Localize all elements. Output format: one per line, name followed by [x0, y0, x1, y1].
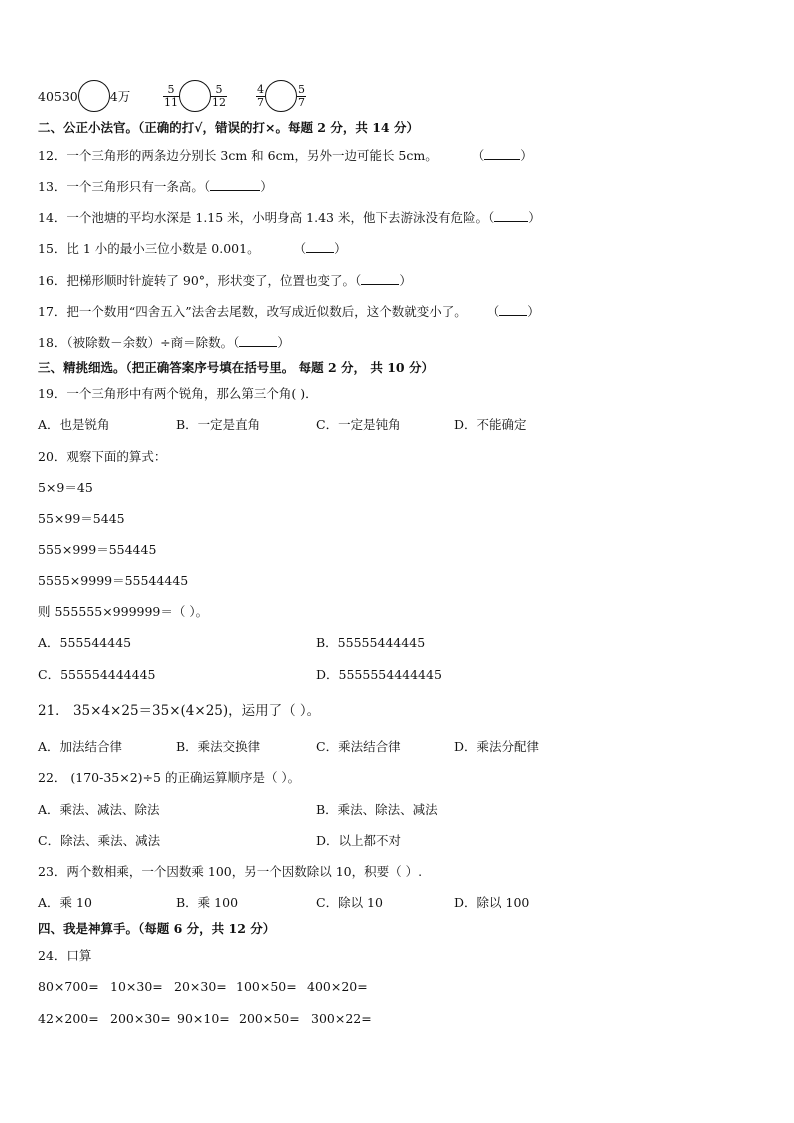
option-b[interactable]: B．乘法交换律 [176, 739, 261, 754]
option-a[interactable]: A．555544445 [38, 635, 132, 650]
option-d[interactable]: D．除以 100 [454, 895, 530, 910]
question-23-stem: 23．两个数相乘，一个因数乘 100，另一个因数除以 10，积要（ ）. [38, 864, 423, 879]
option-a[interactable]: A．乘 10 [38, 895, 92, 910]
mental-math-item: 200×30= [110, 1011, 171, 1026]
mental-math-item: 300×22= [311, 1011, 372, 1026]
option-c[interactable]: C．一定是钝角 [316, 417, 401, 432]
fraction [211, 84, 227, 109]
paren: （ [355, 273, 362, 288]
fraction [256, 84, 265, 109]
answer-blank[interactable] [239, 334, 277, 347]
paren: ） [528, 210, 541, 225]
question-20-stem: 20．观察下面的算式： [38, 449, 167, 464]
numerator: 4 [257, 82, 264, 96]
mental-math-item: 20×30= [174, 979, 227, 994]
paren: ） [399, 273, 412, 288]
compare-circle[interactable] [179, 80, 211, 112]
equation-line: 5555×9999＝55544445 [38, 573, 189, 588]
question-17 [38, 303, 540, 320]
compare-item-2 [163, 80, 227, 112]
section-heading-4: 四、我是神算手。（每题 6 分，共 12 分） [38, 921, 276, 936]
paren: （ [203, 179, 211, 194]
option-d[interactable]: D．乘法分配律 [454, 739, 540, 754]
option-b[interactable]: B．一定是直角 [176, 417, 261, 432]
option-b[interactable]: B．乘 100 [176, 895, 239, 910]
question-text: 18．（被除数－余数）÷商＝除数。 [38, 335, 234, 350]
mental-math-item: 10×30= [110, 979, 163, 994]
question-12 [38, 147, 533, 164]
answer-blank[interactable] [499, 303, 527, 316]
question-text: 13．一个三角形只有一条高。 [38, 179, 204, 194]
paren: （ [233, 335, 240, 350]
question-15 [38, 240, 347, 257]
equation-line: 5×9＝45 [38, 480, 93, 495]
compare-left: 40530 [38, 88, 78, 104]
compare-item-3 [256, 80, 306, 112]
question-21-stem: 21． 35×4×25＝35×(4×25)，运用了（ ）。 [38, 703, 321, 719]
option-c[interactable]: C．555554444445 [38, 667, 156, 682]
option-d[interactable]: D．5555554444445 [316, 667, 442, 682]
equation-line: 55×99＝5445 [38, 511, 125, 526]
question-text: 12．一个三角形的两条边分别长 3cm 和 6cm，另外一边可能长 5cm。 [38, 148, 438, 163]
answer-blank[interactable] [361, 272, 399, 285]
compare-item-1 [38, 80, 130, 112]
paren: ） [520, 148, 533, 163]
fraction [297, 84, 306, 109]
option-d[interactable]: D．不能确定 [454, 417, 527, 432]
question-19-stem: 19．一个三角形中有两个锐角，那么第三个角( )． [38, 386, 318, 401]
question-16 [38, 272, 412, 289]
question-20-ask: 则 555555×999999＝（ ）。 [38, 604, 209, 619]
option-a[interactable]: A．乘法、减法、除法 [38, 802, 160, 817]
paren: ） [334, 241, 347, 256]
option-c[interactable]: C．除以 10 [316, 895, 383, 910]
question-14 [38, 209, 541, 226]
option-d[interactable]: D．以上都不对 [316, 833, 402, 848]
numerator: 5 [298, 82, 305, 96]
denominator: 11 [164, 95, 178, 109]
mental-math-item: 400×20= [307, 979, 368, 994]
question-22-stem: 22． (170-35×2)÷5 的正确运算顺序是（ ）。 [38, 770, 301, 785]
denominator: 7 [298, 95, 305, 109]
mental-math-item: 80×700= [38, 979, 99, 994]
compare-circle[interactable] [78, 80, 110, 112]
paren: （ [293, 241, 307, 256]
question-text: 17．把一个数用“四舍五入”法舍去尾数，改写成近似数后，这个数就变小了。 [38, 304, 467, 319]
answer-blank[interactable] [306, 240, 334, 253]
fraction [163, 84, 179, 109]
option-c[interactable]: C．乘法结合律 [316, 739, 401, 754]
option-b[interactable]: B．乘法、除法、减法 [316, 802, 438, 817]
question-18 [38, 334, 290, 351]
denominator: 12 [212, 95, 226, 109]
paren: ） [260, 179, 273, 194]
mental-math-item: 200×50= [239, 1011, 300, 1026]
question-text: 14．一个池塘的平均水深是 1.15 米，小明身高 1.43 米，他下去游泳没有危险。 [38, 210, 488, 225]
paren: ） [527, 304, 540, 319]
numerator: 5 [163, 84, 179, 97]
compare-circle[interactable] [265, 80, 297, 112]
question-text: 16．把梯形顺时针旋转了 90°，形状变了，位置也变了。 [38, 273, 356, 288]
paren: （ [471, 148, 485, 163]
answer-blank[interactable] [210, 178, 260, 191]
equation-line: 555×999＝554445 [38, 542, 157, 557]
mental-math-item: 42×200= [38, 1011, 99, 1026]
question-24-stem: 24．口算 [38, 948, 92, 963]
answer-blank[interactable] [494, 209, 528, 222]
section-heading-3: 三、精挑细选。（把正确答案序号填在括号里。 每题 2 分， 共 10 分） [38, 360, 434, 375]
option-b[interactable]: B．55555444445 [316, 635, 426, 650]
denominator: 7 [257, 95, 264, 109]
answer-blank[interactable] [484, 147, 520, 160]
section-heading-2: 二、公正小法官。（正确的打√，错误的打×。每题 2 分，共 14 分） [38, 120, 419, 135]
question-13 [38, 178, 273, 195]
mental-math-item: 100×50= [236, 979, 297, 994]
paren: （ [486, 304, 500, 319]
paren: ） [277, 335, 290, 350]
paren: （ [487, 210, 495, 225]
option-c[interactable]: C．除法、乘法、减法 [38, 833, 161, 848]
mental-math-item: 90×10= [177, 1011, 230, 1026]
option-a[interactable]: A．加法结合律 [38, 739, 123, 754]
question-text: 15．比 1 小的最小三位小数是 0.001。 [38, 241, 260, 256]
numerator: 5 [211, 84, 227, 97]
compare-right: 4万 [109, 89, 131, 104]
option-a[interactable]: A．也是锐角 [38, 417, 110, 432]
